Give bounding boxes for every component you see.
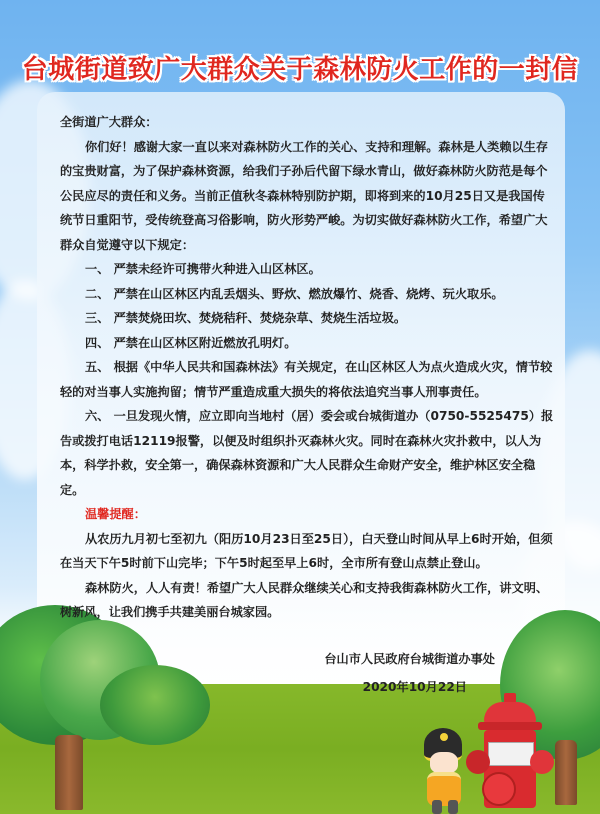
rule-6-paragraph: 六、 一旦发现火情，应立即向当地村（居）委会或台城街道办（0750-5525475）报告或拨打电话12119报警，以便及时组织扑灭森林火灾。同时在森林火灾扑救中，以人为本，科学扑救，安全第一，确保森林资源和广大人民群众生命财产安全，维护林区安全稳定。 xyxy=(60,409,554,497)
tip-heading: 温馨提醒： xyxy=(85,507,146,521)
rule-item: 三、 严禁焚烧田坎、焚烧秸秆、焚烧杂草、焚烧生活垃圾。 xyxy=(85,311,407,325)
signature: 台山市人民政府台城街道办事处 xyxy=(324,651,495,666)
rule-item: 一、 严禁未经许可携带火种进入山区林区。 xyxy=(85,262,321,276)
page-title: 台城街道致广大群众关于森林防火工作的一封信 xyxy=(21,55,579,86)
rule-item: 二、 严禁在山区林区内乱丢烟头、野炊、燃放爆竹、烧香、烧烤、玩火取乐。 xyxy=(85,286,504,301)
letter-date: 2020年10月22日 xyxy=(362,680,467,694)
closing-paragraph: 森林防火，人人有责！希望广大人民群众继续关心和支持我街森林防火工作，讲文明、树新风，让我们携手共建美丽台城家园。 xyxy=(60,580,549,619)
letter-body xyxy=(60,110,555,700)
salutation: 全街道广大群众： xyxy=(60,115,158,129)
tree-icon xyxy=(555,740,577,805)
tree-icon xyxy=(55,735,83,810)
rule-item: 四、 严禁在山区林区附近燃放孔明灯。 xyxy=(85,335,297,350)
rule-5-paragraph: 五、 根据《中华人民共和国森林法》有关规定，在山区林区人为点火造成火灾，情节较轻的对当事人实施拘留；情节严重造成重大损失的将依法追究当事人刑事责任。 xyxy=(60,360,553,399)
tip-paragraph: 从农历九月初七至初九（阳历10月23日至25日），白天登山时间从早上6时开始，但须在当天下午5时前下山完毕；下午5时起至早上6时，全市所有登山点禁止登山。 xyxy=(60,531,553,570)
intro-paragraph: 你们好！感谢大家一直以来对森林防火工作的关心、支持和理解。森林是人类赖以生存的宝贵财富，为了保护森林资源，给我们子孙后代留下绿水青山，做好森林防火防范是每个公民应尽的责任和义务。当前正值秋冬森林特别防护期，即将到来的10月25日又是我国传统节日重阳节，受传统登高习俗影响，防火形势严峻。为切实做好森林防火工作，希望广大群众自觉遵守以下规定： xyxy=(60,139,549,252)
